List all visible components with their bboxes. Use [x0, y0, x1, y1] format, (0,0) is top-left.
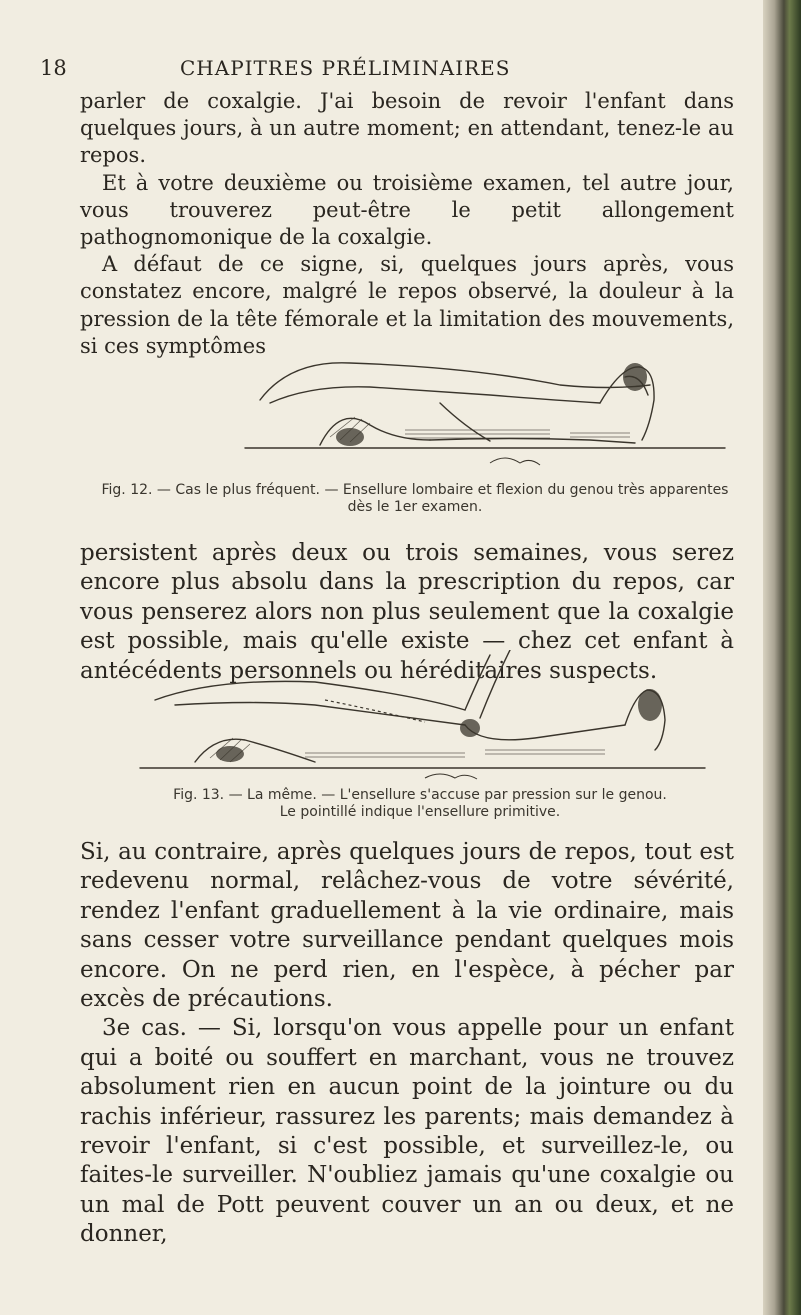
paragraph: Si, au contraire, après quelques jours de repos, tout est redevenu normal, relâchez-vous de votre sévérité, rendez l'enfant graduellement à la vie ordinaire, mais sans cesser votre surveillance pendant quelques mois encore. On ne perd rien, en l'espèce, à pécher par excès de précautions.	[80, 839, 734, 1013]
paragraph: A défaut de ce signe, si, quelques jours après, vous constatez encore, malgré le repos observé, la douleur à la pression de la tête fémorale et la limitation des mouvements, si ces symptômes	[80, 252, 734, 358]
page-number: 18	[40, 56, 67, 80]
figure-12-illustration	[230, 345, 730, 470]
page-header	[40, 56, 730, 86]
paragraph: persistent après deux ou trois semaines, vous serez encore plus absolu dans la prescription du repos, car vous penserez alors non plus seulement que la coxalgie est possible, mais qu'elle existe — chez cet enfant à antécédents personnels ou héréditaires suspects.	[80, 540, 734, 684]
figure-12-drawing	[230, 345, 730, 470]
caption-line: Le pointillé indique l'ensellure primitive.	[279, 804, 561, 820]
figure-12-caption	[60, 482, 770, 516]
paragraph: parler de coxalgie. J'ai besoin de revoir l'enfant dans quelques jours, à un autre moment; en attendant, tenez-le au repos.	[80, 89, 734, 168]
figure-13-caption	[90, 787, 750, 821]
running-title: CHAPITRES PRÉLIMINAIRES	[180, 56, 511, 80]
paragraph: 3e cas. — Si, lorsqu'on vous appelle pour un enfant qui a boité ou souffert en marchant, vous ne trouvez absolument rien en aucun point de la jointure ou du rachis inférieur, rassurez les parents; mais demandez à revoir l'enfant, si c'est possible, et surveillez-le, ou faites-le surveiller. N'oubliez jamais qu'une coxalgie ou un mal de Pott peuvent couver un an ou deux, et ne donner,	[80, 1015, 734, 1248]
paragraph: Et à votre deuxième ou troisième examen, tel autre jour, vous trouverez peut-être le petit allongement pathognomonique de la coxalgie.	[80, 170, 734, 250]
figure-13-drawing	[135, 650, 715, 780]
caption-line: Fig. 13. — La même. — L'ensellure s'accuse par pression sur le genou.	[173, 787, 667, 803]
figure-13-illustration	[135, 650, 715, 780]
caption-line: Fig. 12. — Cas le plus fréquent. — Ensellure lombaire et flexion du genou très apparentes	[101, 482, 729, 498]
caption-line: dès le 1er examen.	[347, 499, 483, 515]
book-spine-edge	[763, 0, 801, 1315]
text-block-bottom	[80, 838, 734, 1250]
text-block-top	[80, 88, 734, 360]
